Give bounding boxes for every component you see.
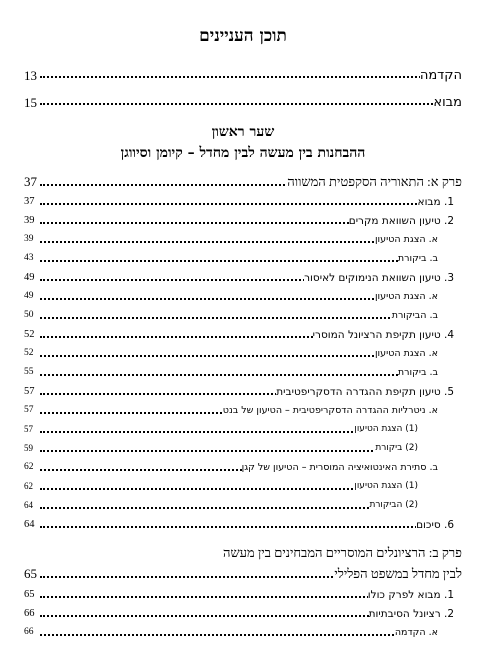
toc-entry (0, 608, 486, 622)
toc-entry (0, 462, 486, 475)
leader-dots (40, 317, 410, 319)
toc-entry-page: 49 (24, 272, 35, 283)
toc-entry (0, 589, 486, 603)
toc-entry-page: 65 (24, 566, 37, 581)
leader-dots (40, 596, 420, 598)
toc-entry (0, 196, 486, 210)
toc-entry-label: ב. ביקורת (397, 253, 438, 264)
toc-entry (0, 215, 486, 229)
toc-entry-label: 6. סיכום (416, 519, 454, 531)
toc-entry (0, 348, 486, 361)
toc-entry (0, 329, 486, 343)
leader-dots (40, 526, 420, 528)
toc-entry-page: 49 (24, 291, 34, 301)
toc-entry-label: (2) ביקורת (375, 443, 418, 453)
toc-entry-page: 37 (24, 196, 35, 207)
toc-entry-page: 65 (24, 589, 35, 600)
toc-entry-label: (1) הצגת הטיעון (354, 424, 418, 434)
toc-entry (0, 272, 486, 286)
toc-entry-label: א. הקדמה (394, 627, 438, 638)
toc-entry-label: 4. טיעון תקיפת הרציונל המוסרי (312, 329, 454, 341)
toc-entry-page: 39 (24, 215, 35, 226)
toc-entry (0, 405, 486, 418)
leader-dots (40, 615, 420, 617)
leader-dots (40, 76, 440, 78)
toc-entry (0, 291, 486, 304)
leader-dots (40, 374, 410, 376)
toc-entry-label: ב. הביקורת (391, 310, 438, 321)
leader-dots (40, 241, 410, 243)
toc-entry-label: 2. טיעון השוואת מקרים (348, 215, 454, 227)
toc-entry (0, 627, 486, 640)
toc-entry-label: 1. מבוא לפרק כולו (367, 589, 454, 601)
leader-dots (40, 507, 400, 509)
toc-entry-page: 66 (24, 627, 34, 637)
toc-entry (0, 386, 486, 400)
toc-entry-page: 39 (24, 234, 34, 244)
toc-entry (0, 566, 486, 584)
toc-entry-page: 62 (24, 481, 33, 491)
toc-entry-page: 13 (24, 68, 37, 83)
toc-entry-label: (2) הביקורת (369, 500, 418, 510)
leader-dots (40, 634, 410, 636)
toc-entry-page: 66 (24, 608, 35, 619)
toc-entry-page: 43 (24, 253, 34, 263)
toc-entry-page: 59 (24, 443, 33, 453)
toc-entry-page: 55 (24, 367, 34, 377)
toc-entry-page: 15 (24, 95, 37, 110)
toc-entry-heading-line (0, 545, 486, 563)
toc-entry-page: 57 (24, 386, 35, 397)
toc-entry-label: הקדמה (419, 68, 462, 83)
leader-dots (40, 103, 440, 105)
toc-entry-label: ב. סתירת האינטואיציה המוסרית – הטיעון של קגן (241, 462, 438, 473)
toc-entry (0, 174, 486, 192)
toc-entry (0, 234, 486, 247)
toc-entry (0, 310, 486, 323)
toc-entry (0, 95, 486, 111)
leader-dots (40, 298, 410, 300)
leader-dots (40, 203, 420, 205)
leader-dots (40, 488, 400, 490)
toc-entry-label: א. הצגת הטיעון (374, 234, 438, 245)
toc-entry-label: פרק א: התאוריה הסקפטית המשווה (287, 174, 462, 189)
toc-entry-page: 50 (24, 310, 34, 320)
toc-entry (0, 424, 486, 437)
toc-entry-page: 37 (24, 174, 37, 189)
page-title: תוכן העניינים (199, 26, 287, 46)
toc-entry (0, 500, 486, 513)
toc-entry-page: 64 (24, 500, 33, 510)
toc-entry-label: 1. מבוא (417, 196, 454, 208)
gate-subtitle: ההבחנות בין מעשה לבין מחדל – קיומן וסיווגן (120, 145, 366, 161)
toc-entry-page: 64 (24, 519, 35, 530)
toc-entry-page: 52 (24, 348, 34, 358)
toc-entry-label: פרק ב: הרציונלים המוסריים המבחינים בין מעשה (222, 545, 462, 560)
toc-entry (0, 68, 486, 84)
leader-dots (40, 431, 400, 433)
toc-entry-page: 52 (24, 329, 35, 340)
gate-title: שער ראשון (211, 124, 275, 140)
toc-entry-label: 5. טיעון תקיפת ההגדרה הדסקריפטיבית (276, 386, 454, 398)
toc-entry (0, 443, 486, 456)
toc-entry-label: א. הצגת הטיעון (374, 348, 438, 359)
toc-entry-page: 57 (24, 405, 34, 415)
leader-dots (40, 450, 400, 452)
toc-entry-label-line2: לבין מחדל במשפט הפלילי (334, 566, 462, 581)
toc-entry-label: ב. ביקורת (397, 367, 438, 378)
toc-entry-label: א. הצגת הטיעון (374, 291, 438, 302)
toc-entry-label: מבוא (433, 95, 462, 110)
toc-entry (0, 367, 486, 380)
toc-entry-page: 57 (24, 424, 33, 434)
toc-entry-label: 2. רציונל הסיבתיות (368, 608, 454, 620)
toc-entry (0, 519, 486, 533)
toc-entry (0, 481, 486, 494)
leader-dots (40, 355, 410, 357)
toc-entry-label: א. ניטרליות ההגדרה הדסקריפטיבית – הטיעון של בנט (222, 405, 438, 416)
toc-entry-label: (1) הצגת הטיעון (354, 481, 418, 491)
toc-entry-label: 3. טיעון השוואת הנימוקים לאיסור (304, 272, 454, 284)
toc-entry-page: 62 (24, 462, 34, 472)
toc-entry (0, 253, 486, 266)
leader-dots (40, 260, 410, 262)
